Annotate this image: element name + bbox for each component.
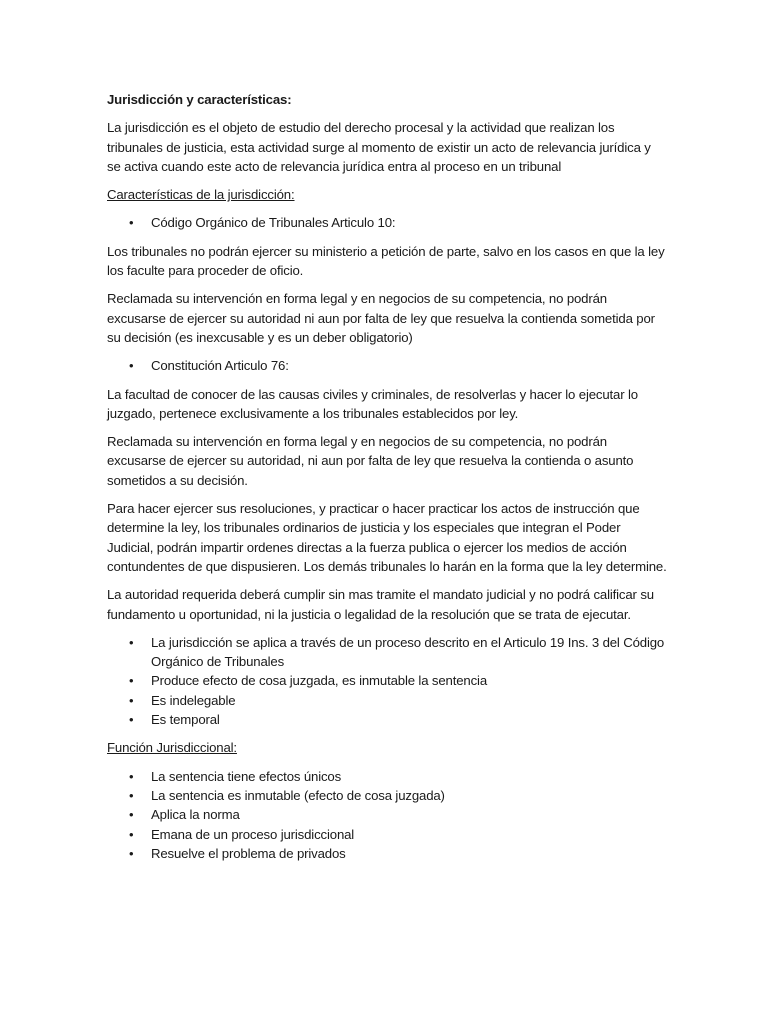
list-item-text: Es indelegable [151,692,236,708]
list-item [107,633,667,672]
list-item [107,213,667,232]
bullet-icon: • [129,215,134,231]
list-item [107,786,667,805]
bullet-icon: • [129,768,134,784]
intro-paragraph: La jurisdicción es el objeto de estudio del derecho procesal y la actividad que realizan los tribunales de justicia, esta actividad surge al momento de existir un acto de relevancia jurídica y se activa cuando este acto de relevancia jurídica entra al proceso en un tribunal [107,120,651,174]
section-heading-characteristics: Características de la jurisdicción: [107,187,295,203]
bullet-icon: • [129,634,134,650]
list-item-text: Produce efecto de cosa juzgada, es inmutable la sentencia [151,673,488,689]
list-item-text: La jurisdicción se aplica a través de un proceso descrito en el Articulo 19 Ins. 3 del Código Orgánico de Tribunales [151,634,665,670]
cot-bullet-list [107,213,667,232]
list-item [107,691,667,710]
bullet-icon: • [129,845,134,861]
list-item-text: Resuelve el problema de privados [151,845,346,861]
bullet-icon: • [129,358,134,374]
list-item-text: Código Orgánico de Tribunales Articulo 10: [151,215,396,231]
list-item [107,671,667,690]
cot-paragraph-2: Reclamada su intervención en forma legal y en negocios de su competencia, no podrán excusarse de ejercer su autoridad ni aun por falta de ley que resuelva la contienda sometida por su decisión (es inexcusable y es un deber obligatorio) [107,291,655,345]
bullet-icon: • [129,826,134,842]
constitution-paragraph-4: La autoridad requerida deberá cumplir sin mas tramite el mandato judicial y no podrá calificar su fundamento u oportunidad, ni la justicia o legalidad de la resolución que se trata de ejecutar. [107,587,654,622]
list-item [107,805,667,824]
list-item [107,710,667,729]
document-body [107,90,667,872]
bullet-icon: • [129,692,134,708]
list-item-text: Es temporal [151,712,220,728]
bullet-icon: • [129,673,134,689]
bullet-icon: • [129,712,134,728]
constitution-bullet-list [107,356,667,375]
list-item [107,825,667,844]
list-item-text: Constitución Articulo 76: [151,358,289,374]
constitution-paragraph-1: La facultad de conocer de las causas civiles y criminales, de resolverlas y hacer lo ejecutar lo juzgado, pertenece exclusivamente a los tribunales establecidos por ley. [107,386,638,421]
list-item [107,844,667,863]
list-item [107,356,667,375]
list-item-text: La sentencia es inmutable (efecto de cosa juzgada) [151,787,445,803]
list-item-text: Aplica la norma [151,807,240,823]
cot-paragraph-1: Los tribunales no podrán ejercer su ministerio a petición de parte, salvo en los casos en que la ley los faculte para proceder de oficio. [107,243,665,279]
list-item-text: Emana de un proceso jurisdiccional [151,826,355,842]
bullet-icon: • [129,787,134,803]
list-item [107,767,667,786]
characteristics-list [107,633,667,729]
section-heading-function: Función Jurisdiccional: [107,740,237,756]
constitution-paragraph-2: Reclamada su intervención en forma legal y en negocios de su competencia, no podrán excusarse de ejercer su autoridad, ni aun por falta de ley que resuelva la contienda o asunto sometidos a su decisión. [107,434,634,488]
document-title: Jurisdicción y características: [107,92,292,107]
list-item-text: La sentencia tiene efectos únicos [151,768,342,784]
bullet-icon: • [129,807,134,823]
constitution-paragraph-3: Para hacer ejercer sus resoluciones, y practicar o hacer practicar los actos de instrucción que determine la ley, los tribunales ordinarios de justicia y los especiales que integran el Poder Judicial, podrán impartir ordenes directas a la fuerza publica o ejercer los medios de acción contundentes de que dispusieren. Los demás tribunales lo harán en la forma que la ley determine. [107,501,667,574]
functions-list [107,767,667,863]
